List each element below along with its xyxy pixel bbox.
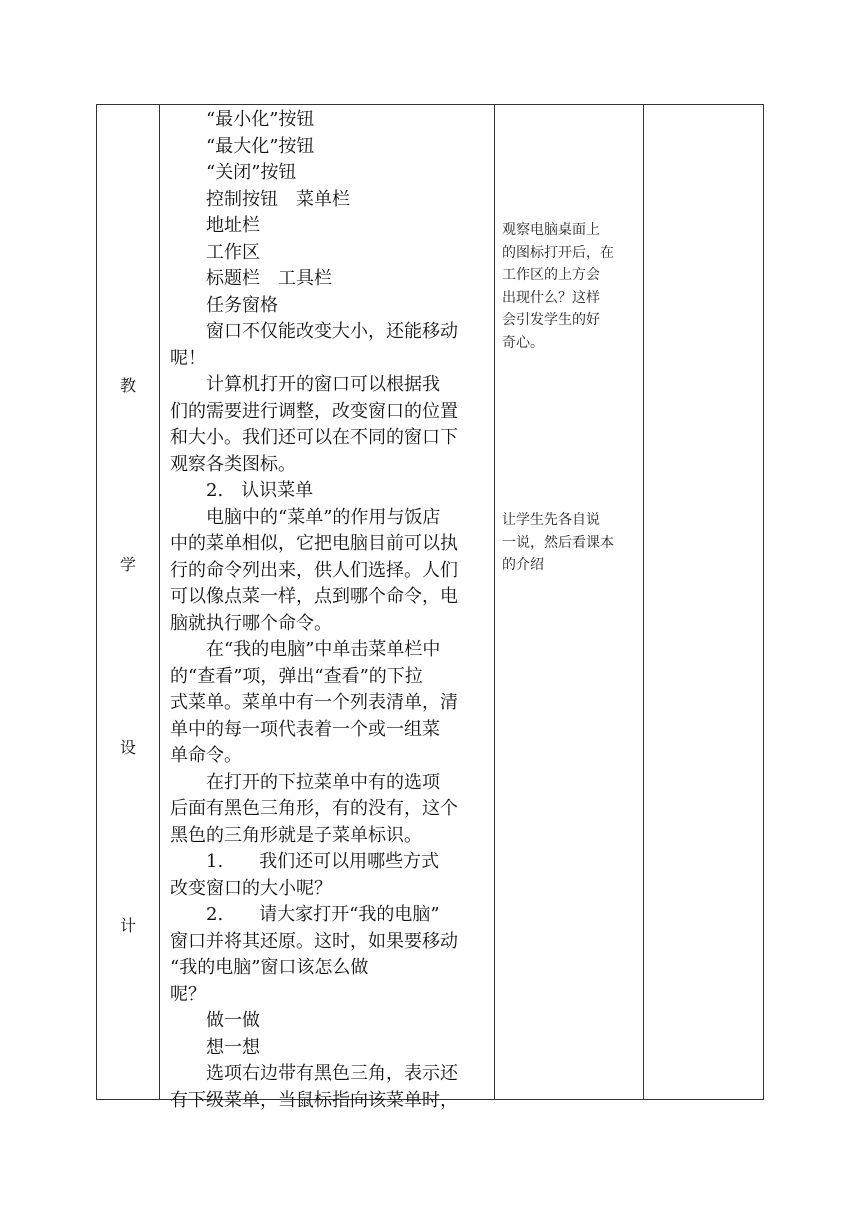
side-label-char: 学 <box>119 555 136 574</box>
note-line: 的介绍 <box>502 557 544 573</box>
content-line: 后面有黑色三角形，有的没有，这个 <box>170 798 458 819</box>
content-line: 控制按钮 菜单栏 <box>170 188 350 210</box>
content-line: 呢！ <box>170 347 206 369</box>
content-line: 2. 请大家打开“我的电脑” <box>170 904 440 925</box>
content-line: 的“查看”项，弹出“查看”的下拉 <box>170 665 423 687</box>
content-line: “最大化”按钮 <box>170 135 315 157</box>
content-line: 们的需要进行调整，改变窗口的位置 <box>170 400 458 422</box>
content-line: 单命令。 <box>170 745 242 766</box>
content-line: 可以像点菜一样，点到哪个命令，电 <box>170 586 458 607</box>
content-line: 任务窗格 <box>170 294 278 316</box>
content-line: 1. 我们还可以用哪些方式 <box>170 851 440 872</box>
content-line: 窗口并将其还原。这时，如果要移动 <box>170 930 458 952</box>
content-line: 想一想 <box>170 1036 260 1058</box>
content-line: 选项右边带有黑色三角，表示还 <box>170 1063 458 1084</box>
content-line: 做一做 <box>170 1010 260 1031</box>
content-line: 地址栏 <box>170 215 260 236</box>
note-line: 工作区的上方会 <box>502 267 600 283</box>
empty-column <box>645 105 763 1099</box>
content-line: 行的命令列出来，供人们选择。人们 <box>170 559 458 581</box>
side-label-char: 设 <box>119 738 136 757</box>
content-line: “我的电脑”窗口该怎么做 <box>170 957 369 978</box>
content-line: 窗口不仅能改变大小，还能移动 <box>170 321 458 342</box>
lesson-plan-table <box>96 104 764 1111</box>
content-line: 计算机打开的窗口可以根据我 <box>170 374 440 395</box>
side-label-char: 教 <box>119 376 136 395</box>
content-line: 呢？ <box>170 983 206 1005</box>
content-line: 观察各类图标。 <box>170 453 296 475</box>
content-line: 式菜单。菜单中有一个列表清单，清 <box>170 692 458 713</box>
content-line: 2. 认识菜单 <box>170 480 314 501</box>
content-line: 在“我的电脑”中单击菜单栏中 <box>170 639 441 660</box>
content-line: 脑就执行哪个命令。 <box>170 612 332 634</box>
note-line: 观察电脑桌面上 <box>502 222 600 238</box>
column-divider <box>643 105 644 1099</box>
side-label-column <box>97 105 159 1099</box>
side-label-char: 计 <box>119 916 136 935</box>
column-divider <box>159 105 160 1099</box>
content-line: 有下级菜单，当鼠标指向该菜单时， <box>170 1089 458 1111</box>
content-line: 黑色的三角形就是子菜单标识。 <box>170 824 422 846</box>
note-line: 让学生先各自说 <box>502 512 600 528</box>
note-line: 奇心。 <box>502 334 544 351</box>
content-line: 电脑中的“菜单”的作用与饭店 <box>170 506 441 528</box>
content-line: 和大小。我们还可以在不同的窗口下 <box>170 427 458 448</box>
note-line: 会引发学生的好 <box>502 312 600 328</box>
content-line: 单中的每一项代表着一个或一组菜 <box>170 718 440 740</box>
column-divider <box>494 105 495 1099</box>
content-line: 标题栏 工具栏 <box>170 268 332 289</box>
content-line: “最小化”按钮 <box>170 109 315 130</box>
content-line: 在打开的下拉菜单中有的选项 <box>170 771 440 793</box>
content-line: “关闭”按钮 <box>170 162 297 183</box>
content-line: 改变窗口的大小呢？ <box>170 877 332 899</box>
content-line: 中的菜单相似，它把电脑目前可以执 <box>170 533 458 554</box>
note-line: 的图标打开后，在 <box>502 244 614 261</box>
content-line: 工作区 <box>170 241 260 263</box>
note-line: 出现什么？这样 <box>502 289 600 306</box>
note-line: 一说，然后看课本 <box>502 534 614 551</box>
